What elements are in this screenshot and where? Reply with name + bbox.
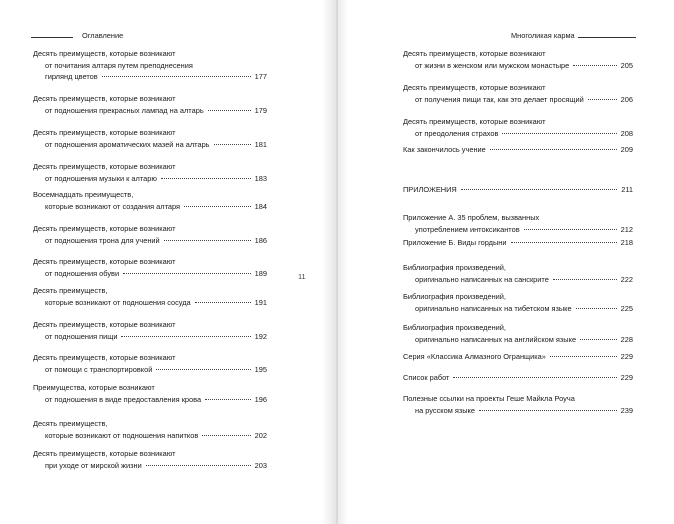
toc-page-number: 189 <box>254 268 267 278</box>
toc-page-number: 229 <box>620 352 633 361</box>
toc-page-number: 212 <box>620 224 633 234</box>
toc-entry-text: ПРИЛОЖЕНИЯ <box>403 185 457 194</box>
dot-leader <box>580 339 617 340</box>
toc-entry-last-line <box>403 144 633 156</box>
toc-page-number: 186 <box>254 235 267 245</box>
header-rule <box>31 37 73 38</box>
toc-entry-text: Приложение А. 35 проблем, вызванных <box>403 213 540 222</box>
left-page <box>0 0 336 524</box>
toc-entry <box>403 291 633 314</box>
dot-leader <box>214 144 251 145</box>
toc-entry-text: от подношения музыки к алтарю <box>45 173 157 183</box>
toc-entry-last-line <box>403 334 633 346</box>
toc-entry <box>403 372 633 384</box>
dot-leader <box>550 356 617 357</box>
gutter-shadow <box>338 0 348 524</box>
toc-entry <box>33 127 267 150</box>
toc-entry-text: Как закончилось учение <box>403 145 486 154</box>
toc-entry-text: Десять преимуществ, которые возникают <box>403 83 546 92</box>
toc-entry-text: от подношения трона для учений <box>45 235 160 245</box>
toc-entry <box>33 48 267 83</box>
toc-entry <box>33 382 267 405</box>
toc-entry-text: от подношения прекрасных лампад на алтарь <box>45 105 204 115</box>
header-title: Оглавление <box>82 31 124 40</box>
toc-entry-last-line <box>403 351 633 363</box>
toc-entry-last-line <box>33 173 267 185</box>
toc-entry-last-line <box>33 105 267 117</box>
toc-entry-last-line <box>403 372 633 384</box>
toc-entry-text: от помощи с транспортировкой <box>45 364 153 374</box>
toc-page-number: 211 <box>621 185 633 194</box>
toc-entry-text: от почитания алтаря путем преподнесения <box>45 60 193 70</box>
toc-entry-last-line <box>403 405 633 417</box>
toc-entry <box>403 184 633 196</box>
toc-entry <box>33 285 267 308</box>
toc-entry-last-line <box>33 430 267 442</box>
toc-entry-last-line <box>403 274 633 286</box>
dot-leader <box>184 206 251 207</box>
toc-entry <box>403 116 633 139</box>
dot-leader <box>164 240 251 241</box>
dot-leader <box>524 229 617 230</box>
toc-page-number: 177 <box>254 72 267 81</box>
toc-entry <box>33 319 267 342</box>
toc-entry <box>33 93 267 116</box>
toc-entry-text: при уходе от мирской жизни <box>45 460 142 470</box>
dot-leader <box>461 189 617 190</box>
toc-entry-text: Десять преимуществ, которые возникают <box>33 257 176 266</box>
toc-entry-last-line <box>33 460 267 472</box>
dot-leader <box>453 377 616 378</box>
toc-page-number: 228 <box>620 334 633 344</box>
toc-entry-text: Преимущества, которые возникают <box>33 383 155 392</box>
toc-entry-text: употреблением интоксикантов <box>415 224 520 234</box>
running-header-right <box>511 31 636 40</box>
toc-entry-text: Серия «Классика Алмазного Огранщика» <box>403 352 546 361</box>
toc-entry-text: Десять преимуществ, которые возникают <box>33 320 176 329</box>
toc-entry-last-line <box>33 235 267 247</box>
toc-entry-text: Библиография произведений, <box>403 263 506 272</box>
toc-entry-last-line <box>403 184 633 196</box>
toc-entry-text: оригинально написанных на санскрите <box>415 274 549 284</box>
toc-entry-text: которые возникают от создания алтаря <box>45 201 181 211</box>
toc-entry-text: Восемнадцать преимуществ, <box>33 190 134 199</box>
toc-entry-last-line <box>33 331 267 343</box>
toc-entry <box>403 144 633 156</box>
dot-leader <box>156 369 250 370</box>
toc-entry-text: от подношения ароматических мазей на алтарь <box>45 139 210 149</box>
toc-entry <box>403 393 633 416</box>
toc-page-number: 195 <box>254 364 267 374</box>
toc-entry <box>403 212 633 235</box>
toc-entry-text: Приложение Б. Виды гордыни <box>403 238 507 247</box>
dot-leader <box>121 336 250 337</box>
toc-page-number: 239 <box>620 405 633 415</box>
dot-leader <box>490 149 617 150</box>
toc-entry-text: Десять преимуществ, которые возникают <box>33 49 176 58</box>
toc-entry-text: от получения пищи так, как это делает просящий <box>415 94 584 104</box>
toc-entry-last-line <box>403 128 633 140</box>
toc-entry-text: Десять преимуществ, которые возникают <box>33 353 176 362</box>
toc-entry-text: гирлянд цветов <box>45 72 98 81</box>
toc-entry-text: от подношения обуви <box>45 268 120 278</box>
toc-entry-text: которые возникают от подношения сосуда <box>45 297 191 307</box>
toc-page-number: 225 <box>620 303 633 313</box>
toc-entry-last-line <box>33 297 267 309</box>
toc-entry-text: Десять преимуществ, которые возникают <box>33 162 176 171</box>
toc-entry-text: Библиография произведений, <box>403 323 506 332</box>
toc-entry <box>33 352 267 375</box>
toc-page-number: 208 <box>620 128 633 138</box>
toc-page-number: 196 <box>254 394 267 404</box>
dot-leader <box>102 76 251 77</box>
toc-entry-last-line <box>403 237 633 249</box>
toc-entry-text: Полезные ссылки на проекты Геше Майкла Роуча <box>403 394 575 403</box>
page-number: 11 <box>298 272 306 281</box>
toc-entry-text: от подношения пищи <box>45 331 118 341</box>
toc-entry <box>403 351 633 363</box>
toc-entry-text: Десять преимуществ, которые возникают <box>33 224 176 233</box>
toc-page-number: 218 <box>620 238 633 247</box>
toc-page-number: 209 <box>620 145 633 154</box>
dot-leader <box>208 110 251 111</box>
toc-entry <box>33 161 267 184</box>
toc-page-number: 205 <box>620 60 633 70</box>
dot-leader <box>479 410 617 411</box>
toc-entry-last-line <box>33 268 267 280</box>
header-title: Многоликая карма <box>511 31 575 40</box>
toc-entry-last-line <box>403 224 633 236</box>
dot-leader <box>573 65 616 66</box>
toc-entry-text: Десять преимуществ, <box>33 419 108 428</box>
toc-page-number: 203 <box>254 460 267 470</box>
dot-leader <box>195 302 251 303</box>
dot-leader <box>502 133 616 134</box>
toc-entry <box>403 322 633 345</box>
toc-entry <box>403 48 633 71</box>
dot-leader <box>511 242 617 243</box>
toc-page-number: 229 <box>620 373 633 382</box>
toc-entry-text: Десять преимуществ, которые возникают <box>33 128 176 137</box>
dot-leader <box>202 435 250 436</box>
header-rule <box>578 37 636 38</box>
toc-entry-last-line <box>33 71 267 83</box>
toc-page-number: 192 <box>254 331 267 341</box>
toc-entry-text: Десять преимуществ, <box>33 286 108 295</box>
toc-page-number: 206 <box>620 94 633 104</box>
toc-entry <box>33 223 267 246</box>
toc-entry-text: которые возникают от подношения напитков <box>45 430 199 440</box>
toc-entry-last-line <box>33 201 267 213</box>
toc-entry <box>33 448 267 471</box>
toc-entry <box>33 256 267 279</box>
toc-entry-text: Библиография произведений, <box>403 292 506 301</box>
toc-page-number: 183 <box>254 173 267 183</box>
dot-leader <box>588 99 617 100</box>
toc-entry-text: Десять преимуществ, которые возникают <box>403 117 546 126</box>
toc-entry <box>403 82 633 105</box>
toc-page-number: 184 <box>254 201 267 211</box>
toc-entry <box>33 418 267 441</box>
toc-entry-last-line <box>33 364 267 376</box>
toc-entry-last-line <box>33 139 267 151</box>
toc-entry-text: Десять преимуществ, которые возникают <box>403 49 546 58</box>
running-header-left <box>31 31 123 40</box>
dot-leader <box>146 465 251 466</box>
toc-entry-last-line <box>403 303 633 315</box>
toc-entry-last-line <box>33 394 267 406</box>
gutter-shadow <box>322 0 336 524</box>
dot-leader <box>205 399 251 400</box>
toc-entry <box>403 262 633 285</box>
toc-entry-text: оригинально написанных на тибетском языке <box>415 303 572 313</box>
toc-entry-last-line <box>403 60 633 72</box>
dot-leader <box>576 308 617 309</box>
toc-entry <box>33 189 267 212</box>
toc-entry-text: Десять преимуществ, которые возникают <box>33 449 176 458</box>
toc-page-number: 202 <box>254 430 267 440</box>
toc-entry-text: оригинально написанных на английском языке <box>415 334 577 344</box>
toc-entry-text: от преодоления страхов <box>415 128 499 138</box>
toc-page-number: 222 <box>620 274 633 284</box>
toc-entry-text: от подношения в виде предоставления крова <box>45 394 202 404</box>
toc-page-number: 191 <box>254 297 267 307</box>
toc-page-number: 179 <box>254 105 267 115</box>
dot-leader <box>161 178 251 179</box>
toc-entry-text: от жизни в женском или мужском монастыре <box>415 60 570 70</box>
toc-entry-text: Список работ <box>403 373 450 382</box>
dot-leader <box>123 273 251 274</box>
toc-entry <box>403 237 633 249</box>
toc-entry-text: Десять преимуществ, которые возникают <box>33 94 176 103</box>
toc-page-number: 181 <box>254 139 267 149</box>
toc-entry-last-line <box>403 94 633 106</box>
dot-leader <box>553 279 617 280</box>
right-page <box>338 0 674 524</box>
toc-entry-text: на русском языке <box>415 405 475 415</box>
